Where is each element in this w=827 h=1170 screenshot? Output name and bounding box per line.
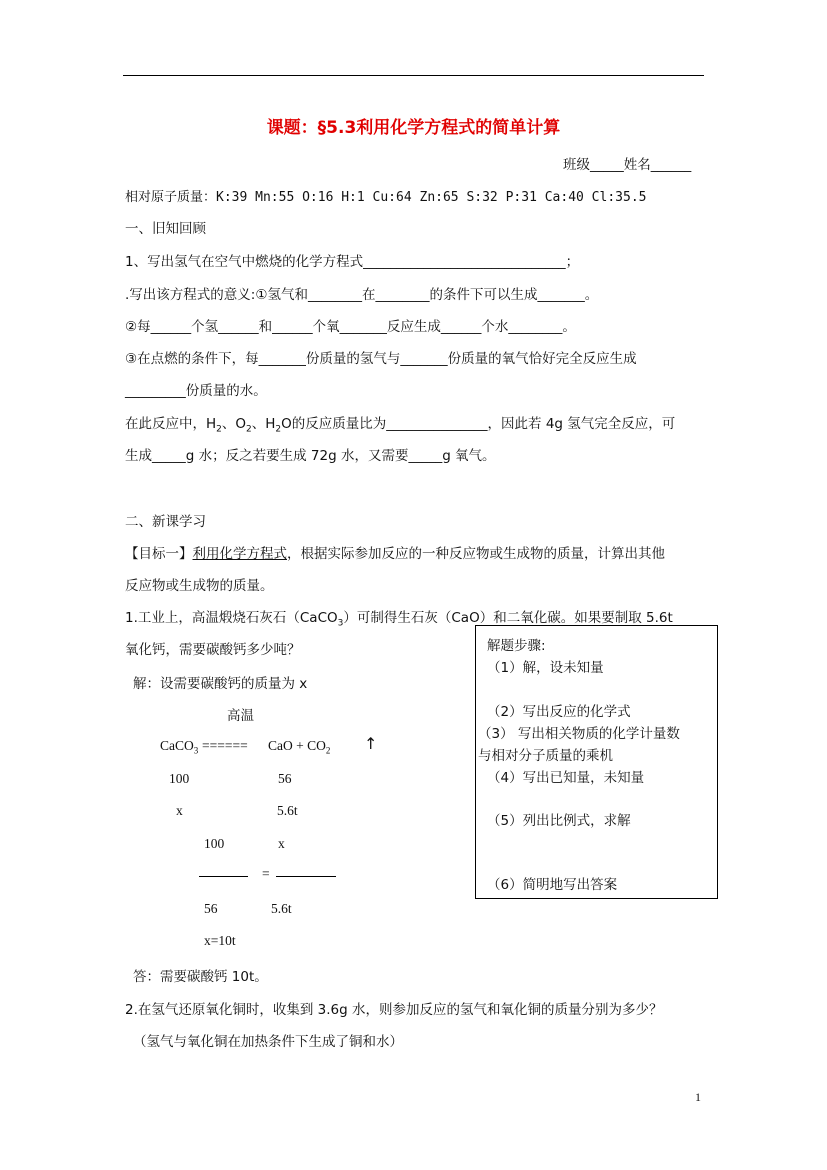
solution-answer: 答：需要碳酸钙 10t。 [133, 969, 268, 985]
fraction-numerator-right: x [278, 836, 285, 851]
solution-steps-box [475, 625, 718, 899]
reaction-condition: 高温 [227, 708, 254, 724]
fraction-denominator-left: 56 [204, 901, 218, 916]
problem-2-line-1: 2.在氢气还原氧化铜时，收集到 3.6g 水，则参加反应的氢气和氧化铜的质量分别为多少？ [125, 1002, 663, 1018]
mass-ratio-line-2: 生成_____g 水；反之若要生成 72g 水，又需要_____g 氧气。 [125, 448, 496, 464]
equation-left: CaCO$_3$ [160, 738, 199, 756]
fraction-numerator-left: 100 [204, 836, 225, 851]
fraction-equals: = [262, 866, 270, 881]
page-number: 1 [695, 1090, 701, 1104]
steps-heading: 解题步骤: [487, 638, 546, 654]
step-2: （2）写出反应的化学式 [487, 704, 631, 720]
goal-line: 【目标一】利用化学方程式，根据实际参加反应的一种反应物或生成物的质量，计算出其他 [125, 546, 665, 562]
step-3b: 与相对分子质量的乘机 [478, 748, 613, 764]
equation-meaning-3a: ③在点燃的条件下，每_______份质量的氢气与_______份质量的氧气恰好完全反应生成 [125, 351, 637, 367]
step-6: （6）简明地写出答案 [487, 877, 618, 893]
equation-arrow: ====== [202, 738, 248, 753]
fraction-bar-left [199, 876, 248, 877]
fraction-bar-right [276, 876, 336, 877]
section1-heading: 一、旧知回顾 [125, 221, 206, 237]
step-5: （5）列出比例式，求解 [487, 813, 631, 829]
equation-meaning-2: ②每______个氢______和______个氧_______反应生成______个水________。 [125, 319, 576, 335]
section2-heading: 二、新课学习 [125, 514, 206, 530]
mass-ratio-line: 在此反应中，$H_2$、$O_2$、$H_2O$的反应质量比为_______________，因此若 4g 氢气完全反应，可 [125, 416, 676, 435]
solution-result: x=10t [204, 933, 236, 948]
equation-products: CaO + $CO_2$ [268, 738, 331, 756]
molar-mass-left: 100 [169, 771, 190, 786]
molar-mass-right: 56 [278, 771, 292, 786]
step-3a: （3） 写出相关物质的化学计量数 [478, 726, 680, 742]
step-4: （4）写出已知量，未知量 [487, 770, 645, 786]
question-1: 1、写出氢气在空气中燃烧的化学方程式______________________________； [125, 254, 580, 270]
mass-left: x [176, 803, 183, 818]
atomic-masses: 相对原子质量：K:39 Mn:55 O:16 H:1 Cu:64 Zn:65 S:32 P:31 Ca:40 Cl:35.5 [125, 190, 647, 205]
goal-line-2: 反应物或生成物的质量。 [125, 578, 274, 594]
equation-meaning-3b: _________份质量的水。 [125, 383, 267, 399]
solution-setup: 解：设需要碳酸钙的质量为 x [133, 676, 308, 692]
goal-link[interactable]: 利用化学方程式 [192, 546, 287, 562]
mass-right: 5.6t [277, 803, 298, 818]
step-1: （1）解，设未知量 [487, 660, 604, 676]
problem-2-line-2: （氢气与氧化铜在加热条件下生成了铜和水） [133, 1034, 403, 1050]
header-rule [123, 75, 704, 76]
class-name-line: 班级_____姓名______ [563, 157, 692, 173]
gas-up-arrow-icon: ↑ [364, 734, 378, 753]
fraction-denominator-right: 5.6t [271, 901, 292, 916]
problem-1-line-1: 1.工业上，高温煅烧石灰石（CaCO$_3$）可制得生石灰（CaO）和二氧化碳。如果要制取 5.6t [125, 610, 673, 629]
page-title: 课题：§5.3利用化学方程式的简单计算 [266, 118, 561, 138]
problem-1-line-2: 氧化钙，需要碳酸钙多少吨？ [125, 642, 301, 658]
equation-meaning-intro: .写出该方程式的意义:①氢气和________在________的条件下可以生成_______。 [125, 287, 599, 303]
